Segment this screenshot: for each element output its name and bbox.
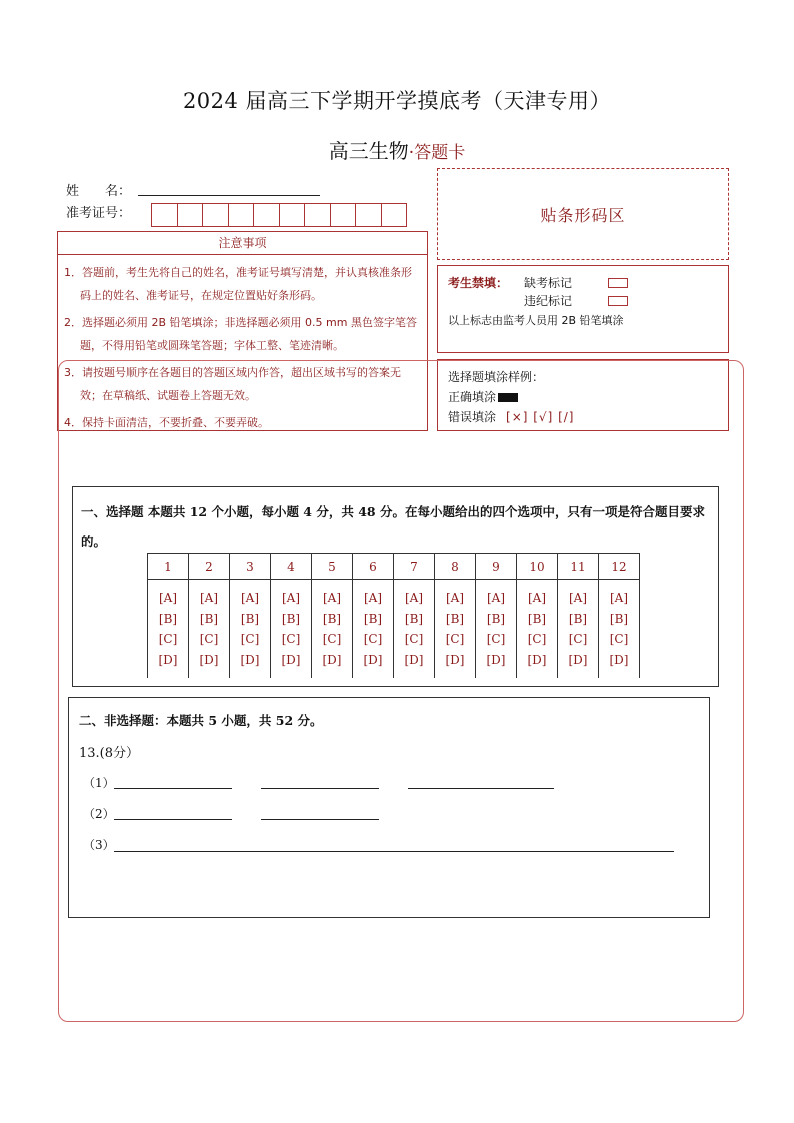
forbid-note: 以上标志由监考人员用 2B 铅笔填涂 bbox=[448, 314, 624, 327]
option-bubble[interactable]: [C] bbox=[189, 629, 230, 650]
question-number: 4 bbox=[271, 554, 312, 580]
option-bubble[interactable]: [B] bbox=[271, 609, 312, 630]
option-bubble[interactable]: [A] bbox=[599, 588, 640, 609]
option-bubble[interactable]: [A] bbox=[394, 588, 435, 609]
option-bubble[interactable]: [A] bbox=[353, 588, 394, 609]
option-bubble[interactable]: [D] bbox=[599, 650, 640, 671]
violation-mark-box[interactable] bbox=[608, 296, 628, 306]
answer-area-border bbox=[58, 360, 744, 1022]
question-number: 2 bbox=[189, 554, 230, 580]
option-bubble[interactable]: [C] bbox=[558, 629, 599, 650]
exam-id-label: 准考证号： bbox=[66, 206, 132, 221]
option-bubble[interactable]: [A] bbox=[189, 588, 230, 609]
section-choice-heading: 一、选择题 本题共 12 个小题，每小题 4 分，共 48 分。在每小题给出的四个选项中，只有一项是符合题目要求的。 bbox=[81, 504, 705, 549]
answer-line[interactable] bbox=[114, 819, 232, 820]
notice-item: 2．选择题必须用 2B 铅笔填涂；非选择题必须用 0.5 mm 黑色签字笔答题，不得用铅笔或圆珠笔答题；字体工整、笔迹清晰。 bbox=[64, 316, 417, 352]
answer-line[interactable] bbox=[114, 788, 232, 789]
exam-id-digit-box[interactable] bbox=[381, 203, 408, 227]
option-bubble[interactable]: [A] bbox=[312, 588, 353, 609]
answer-card-label: ·答题卡 bbox=[408, 143, 466, 163]
option-bubble[interactable]: [D] bbox=[476, 650, 517, 671]
section-choice bbox=[72, 486, 719, 687]
forbid-label: 考生禁填： bbox=[448, 276, 509, 290]
option-bubble[interactable]: [C] bbox=[476, 629, 517, 650]
option-bubble[interactable]: [D] bbox=[394, 650, 435, 671]
option-bubble[interactable]: [D] bbox=[189, 650, 230, 671]
notice-title: 注意事项 bbox=[58, 232, 427, 255]
option-bubble[interactable]: [D] bbox=[312, 650, 353, 671]
option-bubble[interactable]: [C] bbox=[435, 629, 476, 650]
violation-mark-label: 违纪标记 bbox=[524, 294, 573, 308]
wrong-fill-marks: [×] [√] [/] bbox=[506, 410, 575, 424]
question-number: 12 bbox=[599, 554, 640, 580]
question-number: 5 bbox=[312, 554, 353, 580]
exam-id-digit-box[interactable] bbox=[177, 203, 204, 227]
question-number: 1 bbox=[148, 554, 189, 580]
exam-id-digit-box[interactable] bbox=[330, 203, 357, 227]
option-bubble[interactable]: [D] bbox=[230, 650, 271, 671]
answer-line[interactable] bbox=[261, 819, 379, 820]
barcode-area: 贴条形码区 bbox=[437, 168, 729, 260]
option-bubble[interactable]: [B] bbox=[599, 609, 640, 630]
option-bubble[interactable]: [B] bbox=[189, 609, 230, 630]
question-number: 10 bbox=[517, 554, 558, 580]
option-bubble[interactable]: [C] bbox=[148, 629, 189, 650]
notice-item: 1．答题前，考生先将自己的姓名，准考证号填写清楚，并认真核准条形码上的姓名、准考证号，在规定位置贴好条形码。 bbox=[64, 266, 412, 302]
exam-id-digit-box[interactable] bbox=[253, 203, 280, 227]
sample-title: 选择题填涂样例： bbox=[448, 370, 545, 384]
sub-2-label: （2） bbox=[83, 807, 115, 821]
option-bubble[interactable]: [B] bbox=[558, 609, 599, 630]
option-bubble[interactable]: [B] bbox=[517, 609, 558, 630]
question-number: 7 bbox=[394, 554, 435, 580]
option-bubble[interactable]: [D] bbox=[558, 650, 599, 671]
option-bubble[interactable]: [C] bbox=[230, 629, 271, 650]
option-bubble[interactable]: [B] bbox=[230, 609, 271, 630]
exam-id-digit-box[interactable] bbox=[304, 203, 331, 227]
option-bubble[interactable]: [C] bbox=[312, 629, 353, 650]
option-bubble[interactable]: [D] bbox=[148, 650, 189, 671]
exam-id-digit-box[interactable] bbox=[279, 203, 306, 227]
sub-3-label: （3） bbox=[83, 838, 115, 852]
absent-mark-label: 缺考标记 bbox=[524, 276, 573, 290]
name-label: 姓 名： bbox=[66, 184, 132, 199]
absent-mark-box[interactable] bbox=[608, 278, 628, 288]
option-bubble[interactable]: [D] bbox=[353, 650, 394, 671]
correct-fill-label: 正确填涂 bbox=[448, 390, 497, 404]
option-bubble[interactable]: [B] bbox=[476, 609, 517, 630]
option-bubble[interactable]: [A] bbox=[230, 588, 271, 609]
option-bubble[interactable]: [A] bbox=[476, 588, 517, 609]
question-number: 6 bbox=[353, 554, 394, 580]
sub-1-label: （1） bbox=[83, 776, 115, 790]
choice-grid bbox=[147, 553, 640, 678]
exam-id-digit-box[interactable] bbox=[228, 203, 255, 227]
answer-line[interactable] bbox=[261, 788, 379, 789]
exam-id-digit-box[interactable] bbox=[355, 203, 382, 227]
option-bubble[interactable]: [B] bbox=[394, 609, 435, 630]
name-field[interactable] bbox=[138, 195, 320, 196]
option-bubble[interactable]: [B] bbox=[148, 609, 189, 630]
option-bubble[interactable]: [A] bbox=[517, 588, 558, 609]
question-number: 9 bbox=[476, 554, 517, 580]
option-bubble[interactable]: [C] bbox=[353, 629, 394, 650]
exam-id-boxes[interactable] bbox=[151, 203, 406, 227]
answer-line[interactable] bbox=[114, 851, 674, 852]
question-number: 8 bbox=[435, 554, 476, 580]
subject-name: 高三生物 bbox=[328, 139, 409, 163]
option-bubble[interactable]: [C] bbox=[517, 629, 558, 650]
option-bubble[interactable]: [B] bbox=[435, 609, 476, 630]
option-bubble[interactable]: [D] bbox=[517, 650, 558, 671]
option-bubble[interactable]: [B] bbox=[353, 609, 394, 630]
forbidden-fill-box bbox=[437, 265, 729, 353]
section-non-choice bbox=[68, 697, 710, 918]
notice-item: 3．请按题号顺序在各题目的答题区域内作答，超出区域书写的答案无效；在草稿纸、试题卷上答题无效。 bbox=[64, 366, 401, 402]
exam-title: 2024 届高三下学期开学摸底考（天津专用） bbox=[182, 89, 612, 113]
option-bubble[interactable]: [B] bbox=[312, 609, 353, 630]
option-bubble[interactable]: [D] bbox=[435, 650, 476, 671]
option-bubble[interactable]: [C] bbox=[394, 629, 435, 650]
option-bubble[interactable]: [A] bbox=[148, 588, 189, 609]
wrong-fill-label: 错误填涂 bbox=[448, 410, 497, 424]
option-bubble[interactable]: [A] bbox=[435, 588, 476, 609]
section-non-choice-heading: 二、非选择题：本题共 5 小题，共 52 分。 bbox=[79, 713, 323, 728]
answer-line[interactable] bbox=[408, 788, 554, 789]
option-bubble[interactable]: [C] bbox=[271, 629, 312, 650]
option-bubble[interactable]: [C] bbox=[599, 629, 640, 650]
question-13-label: 13.(8分） bbox=[79, 746, 140, 761]
exam-id-digit-box[interactable] bbox=[202, 203, 229, 227]
option-bubble[interactable]: [D] bbox=[271, 650, 312, 671]
option-bubble[interactable]: [A] bbox=[558, 588, 599, 609]
card-subtitle bbox=[0, 135, 794, 164]
option-bubble[interactable]: [A] bbox=[271, 588, 312, 609]
notice-item: 4．保持卡面清洁，不要折叠、不要弄破。 bbox=[64, 416, 269, 429]
question-number: 3 bbox=[230, 554, 271, 580]
exam-id-digit-box[interactable] bbox=[151, 203, 178, 227]
question-number: 11 bbox=[558, 554, 599, 580]
